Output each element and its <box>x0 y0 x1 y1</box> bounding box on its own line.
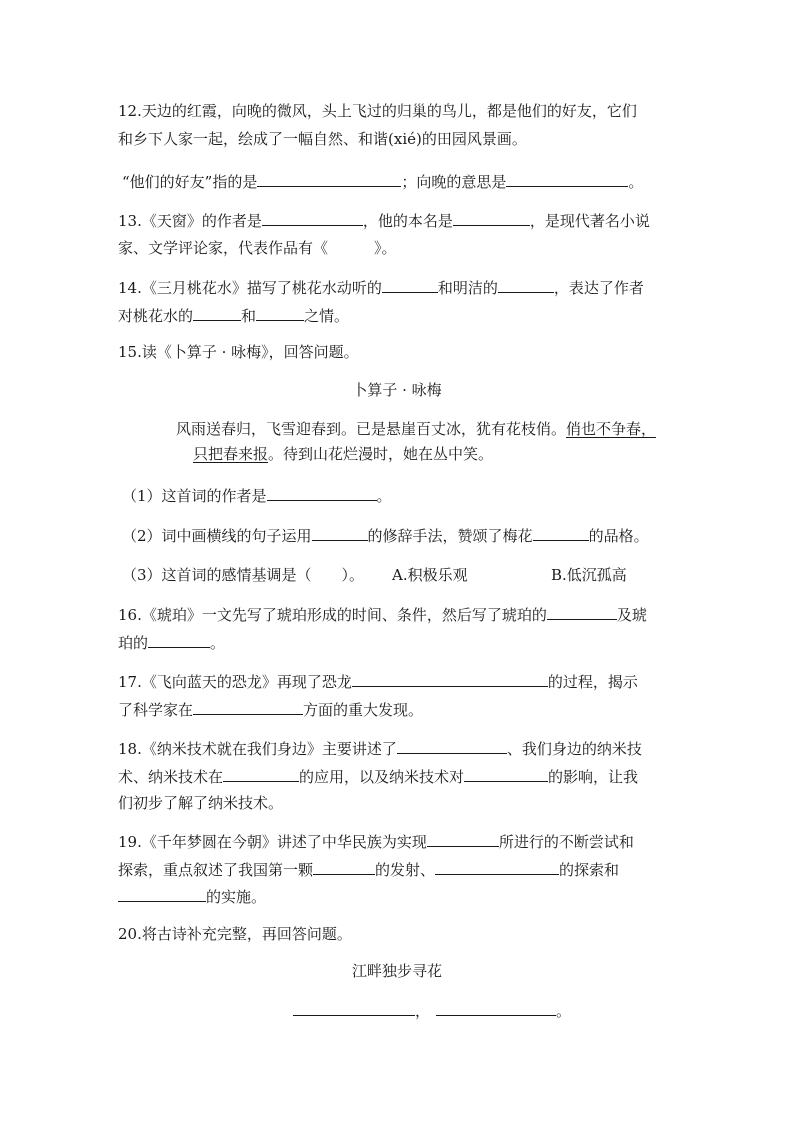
q13-line-1 <box>118 210 650 231</box>
q15-poem-line-1 <box>176 419 656 439</box>
q12-prompt: ；向晚的意思是 <box>401 173 507 191</box>
answer-blank[interactable] <box>312 525 368 541</box>
answer-blank[interactable] <box>352 671 548 687</box>
q15-poem-line-2 <box>193 444 493 464</box>
q16-text: 及琥 <box>616 606 647 624</box>
q14-text: 对桃花水的 <box>118 307 194 325</box>
answer-blank[interactable] <box>193 699 303 715</box>
q15-poem-title <box>0 380 794 400</box>
q17-text: 的过程，揭示 <box>547 673 638 691</box>
answer-blank[interactable] <box>547 604 617 620</box>
q14-text: 之情。 <box>304 307 350 325</box>
answer-blank[interactable] <box>435 859 559 875</box>
answer-blank[interactable] <box>262 210 363 226</box>
answer-blank[interactable] <box>193 305 241 321</box>
answer-blank[interactable] <box>257 171 401 187</box>
q17-text: 17.《飞向蓝天的恐龙》再现了恐龙 <box>118 673 352 691</box>
q19-line-1 <box>118 831 634 852</box>
answer-blank[interactable] <box>256 305 304 321</box>
q18-line-2 <box>118 766 638 787</box>
q19-line-2 <box>118 859 619 880</box>
answer-blank[interactable] <box>464 766 548 782</box>
poem-title: 江畔独步寻花 <box>351 962 442 980</box>
q15-text: （2）词中画横线的句子运用 <box>122 527 312 545</box>
q15-sub-2 <box>122 525 649 546</box>
q15-text: 的修辞手法，赞颂了梅花 <box>367 527 533 545</box>
q15-text: 15.读《卜算子 · 咏梅》，回答问题。 <box>118 343 359 361</box>
q17-line-1 <box>118 671 638 692</box>
q18-text: 们初步了解了纳米技术。 <box>118 794 284 812</box>
q19-text: 的发射、 <box>375 861 436 879</box>
option-b[interactable] <box>551 565 627 585</box>
q13-line-2 <box>118 238 397 258</box>
underlined-sentence: 俏也不争春， <box>566 420 657 438</box>
q17-text: 了科学家在 <box>118 701 194 719</box>
punctuation: ， <box>415 1002 431 1020</box>
answer-blank[interactable] <box>397 738 507 754</box>
punctuation: 。 <box>376 487 392 505</box>
q16-text: 16.《琥珀》一文先写了琥珀形成的时间、条件，然后写了琥珀的 <box>118 606 547 624</box>
poem-text: 风雨送春归，飞雪迎春到。已是悬崖百丈冰，犹有花枝俏。 <box>176 420 567 438</box>
q13-text: 家、文学评论家，代表作品有《 <box>118 239 329 257</box>
q15-sub-3 <box>122 565 364 585</box>
q20-poem-title <box>0 961 794 981</box>
q14-text: 14.《三月桃花水》描写了桃花水动听的 <box>118 279 382 297</box>
q20-poem-line <box>293 1000 571 1021</box>
q16-text: 珀的 <box>118 634 149 652</box>
option-a-label: A.积极乐观 <box>392 566 468 584</box>
q18-text: 的应用，以及纳米技术对 <box>299 768 465 786</box>
q18-line-1 <box>118 738 642 759</box>
q14-text: 和明洁的 <box>437 279 498 297</box>
q12-prompt: “他们的好友”指的是 <box>122 173 258 191</box>
q13-text: ，是现代著名小说 <box>529 212 650 230</box>
q20-text: 20.将古诗补充完整，再回答问题。 <box>118 925 352 943</box>
answer-blank[interactable] <box>313 859 375 875</box>
q13-text: 13.《天窗》的作者是 <box>118 212 262 230</box>
option-b-label: B.低沉孤高 <box>551 566 627 584</box>
q16-line-1 <box>118 604 647 625</box>
q13-text: 》。 <box>374 239 397 257</box>
q18-text: 18.《纳米技术就在我们身边》主要讲述了 <box>118 740 397 758</box>
poem-text: 。待到山花烂漫时，她在丛中笑。 <box>268 445 494 463</box>
q17-line-2 <box>118 699 423 720</box>
q13-text: ，他的本名是 <box>362 212 453 230</box>
q15-text: 的品格。 <box>588 527 649 545</box>
answer-blank[interactable] <box>223 766 299 782</box>
q15-text: （1）这首词的作者是 <box>122 487 267 505</box>
answer-blank[interactable] <box>148 632 210 648</box>
punctuation: 。 <box>628 173 644 191</box>
q19-text: 的实施。 <box>206 888 267 906</box>
q16-line-2 <box>118 632 225 653</box>
underlined-sentence: 只把春来报 <box>193 445 269 463</box>
answer-blank[interactable] <box>506 171 628 187</box>
q12-text: 12.天边的红霞，向晚的微风，头上飞过的归巢的鸟儿，都是他们的好友，它们 <box>118 102 637 120</box>
answer-blank[interactable] <box>293 1000 415 1016</box>
q14-text: 和 <box>241 307 257 325</box>
q12-line-1 <box>118 101 637 121</box>
q14-line-1 <box>118 277 644 298</box>
q18-line-3 <box>118 793 283 813</box>
punctuation: 。 <box>556 1002 572 1020</box>
q14-text: ，表达了作者 <box>553 279 644 297</box>
punctuation: 。 <box>210 634 226 652</box>
q19-text: 探索，重点叙述了我国第一颗 <box>118 861 314 879</box>
q12-text: 和乡下人家一起，绘成了一幅自然、和谐(xié)的田园风景画。 <box>118 130 527 148</box>
q19-text: 19.《千年梦圆在今朝》讲述了中华民族为实现 <box>118 833 427 851</box>
q18-text: 、我们身边的纳米技 <box>506 740 642 758</box>
q15-sub-1 <box>122 485 392 506</box>
q19-text: 所进行的不断尝试和 <box>498 833 634 851</box>
q18-text: 术、纳米技术在 <box>118 768 224 786</box>
q19-text: 的探索和 <box>559 861 620 879</box>
q20-intro <box>118 924 352 944</box>
q12-line-2 <box>118 129 527 149</box>
answer-blank[interactable] <box>267 485 377 501</box>
answer-blank[interactable] <box>427 831 499 847</box>
answer-blank[interactable] <box>436 1000 556 1016</box>
answer-blank[interactable] <box>382 277 438 293</box>
q15-intro <box>118 342 359 362</box>
q15-text: （3）这首词的感情基调是（ ）。 <box>122 566 365 584</box>
answer-blank[interactable] <box>118 886 206 902</box>
answer-blank[interactable] <box>453 210 530 226</box>
option-a[interactable] <box>392 565 468 585</box>
q19-line-3 <box>118 886 266 907</box>
answer-blank[interactable] <box>498 277 554 293</box>
q14-line-2 <box>118 305 349 326</box>
q12-line-3 <box>122 171 643 192</box>
q18-text: 的影响，让我 <box>548 768 639 786</box>
q17-text: 方面的重大发现。 <box>303 701 424 719</box>
answer-blank[interactable] <box>533 525 589 541</box>
poem-title: 卜算子 · 咏梅 <box>352 381 442 399</box>
